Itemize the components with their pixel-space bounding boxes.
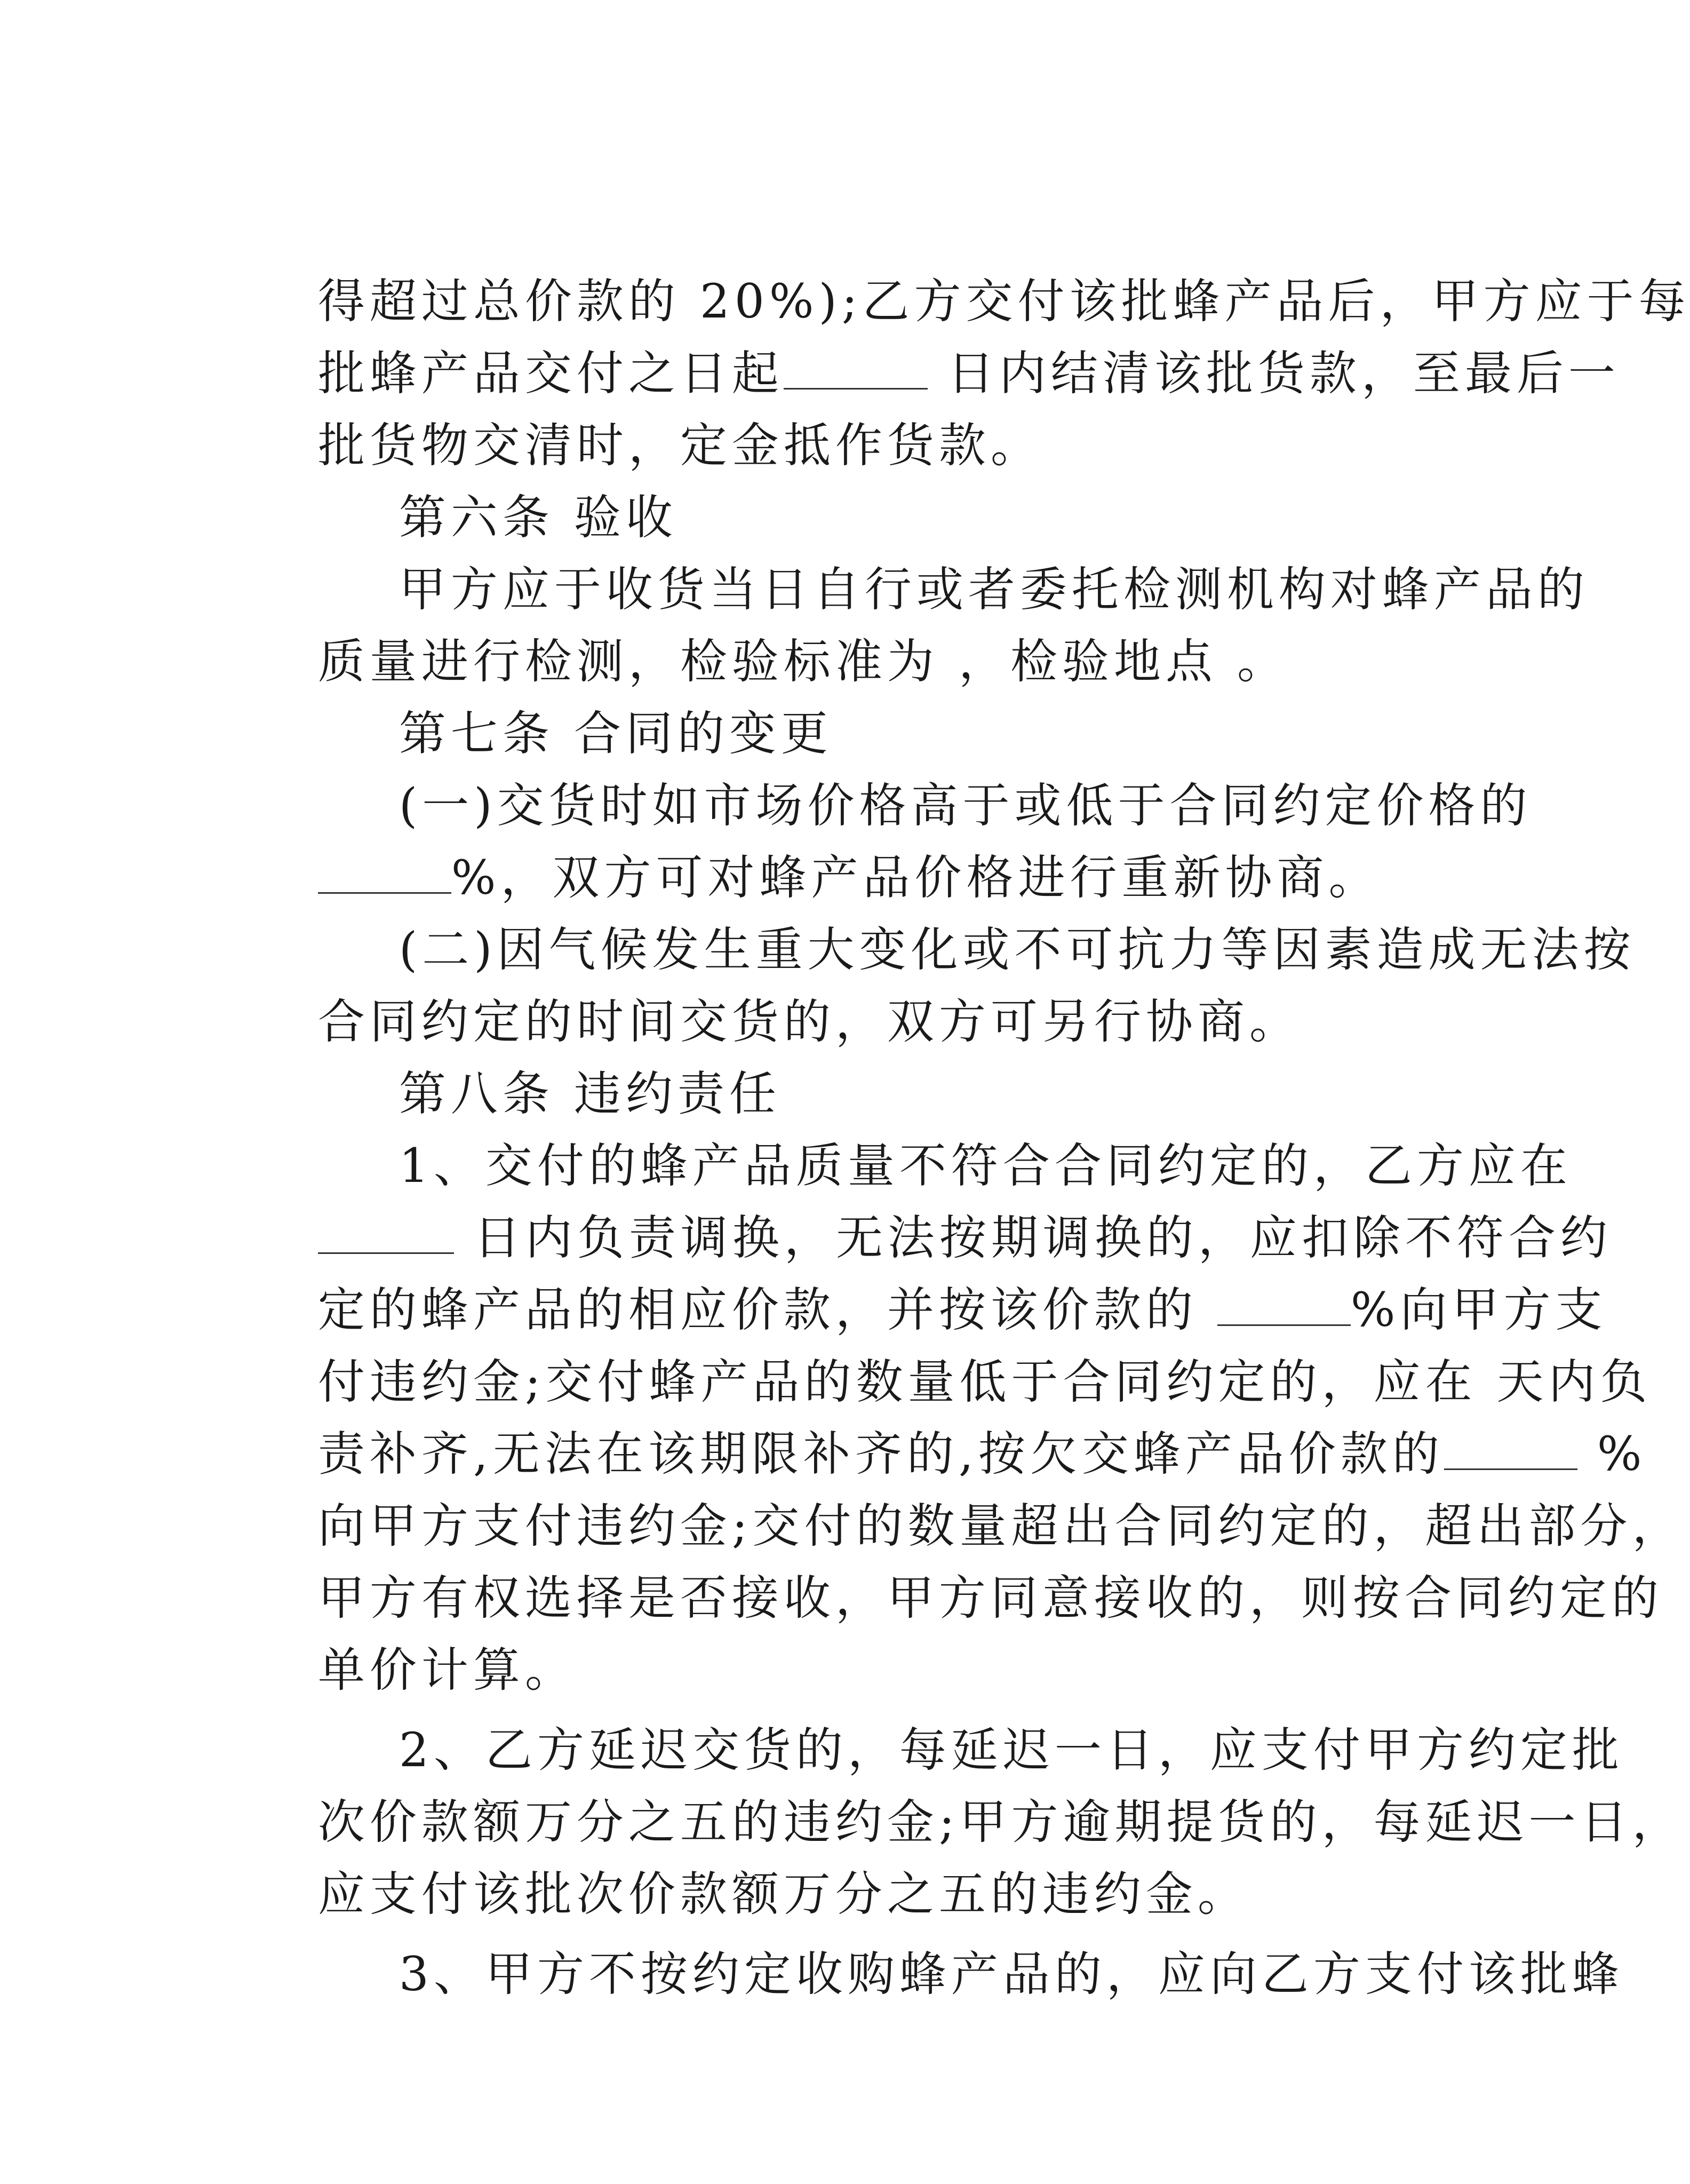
text-line: 甲方有权选择是否接收，甲方同意接收的，则按合同约定的 (317, 1570, 1663, 1625)
text-line: 付违约金;交付蜂产品的数量低于合同约定的，应在 天内负 (317, 1354, 1652, 1409)
text-line: %，双方可对蜂产品价格进行重新协商。 (239, 782, 1381, 974)
text-line: 批货物交清时，定金抵作货款。 (317, 418, 1042, 473)
text-line: 批蜂产品交付之日起 日内结清该批货款，至最后一 (317, 346, 1620, 401)
section-heading: 第六条 验收 (398, 490, 677, 545)
section-heading: 第八条 违约责任 (398, 1066, 781, 1121)
text-line: 2、乙方延迟交货的，每延迟一日，应支付甲方约定批 (398, 1722, 1624, 1777)
section-heading: 第七条 合同的变更 (398, 706, 833, 761)
text-line: 应支付该批次价款额万分之五的违约金。 (317, 1867, 1249, 1921)
text-line: 向甲方支付违约金;交付的数量超出合同约定的，超出部分， (317, 1498, 1684, 1553)
text-line: 定的蜂产品的相应价款，并按该价款的 %向甲方支 (317, 1282, 1607, 1337)
text-line: 合同约定的时间交货的，双方可另行协商。 (317, 994, 1301, 1049)
text-line: 得超过总价款的 20%);乙方交付该批蜂产品后，甲方应于每 (317, 274, 1690, 329)
text-line: 次价款额万分之五的违约金;甲方逾期提货的，每延迟一日， (317, 1794, 1684, 1849)
text-line: 单价计算。 (317, 1642, 577, 1697)
text-line: (二)因气候发生重大变化或不可抗力等因素造成无法按 (398, 922, 1636, 977)
text-line: 质量进行检测，检验标准为 ，检验地点 。 (317, 634, 1289, 689)
text-line: 1、交付的蜂产品质量不符合合同约定的，乙方应在 (398, 1138, 1572, 1193)
text-line: 甲方应于收货当日自行或者委托检测机构对蜂产品的 (398, 562, 1589, 617)
text-line: 3、甲方不按约定收购蜂产品的，应向乙方支付该批蜂 (398, 1947, 1624, 2002)
text-line: 责补齐,无法在该期限补齐的,按欠交蜂产品价款的 % (317, 1426, 1647, 1481)
text-line: (一)交货时如市场价格高于或低于合同约定价格的 (398, 778, 1532, 833)
text-line: 日内负责调换，无法按期调换的，应扣除不符合约 (239, 1142, 1612, 1334)
